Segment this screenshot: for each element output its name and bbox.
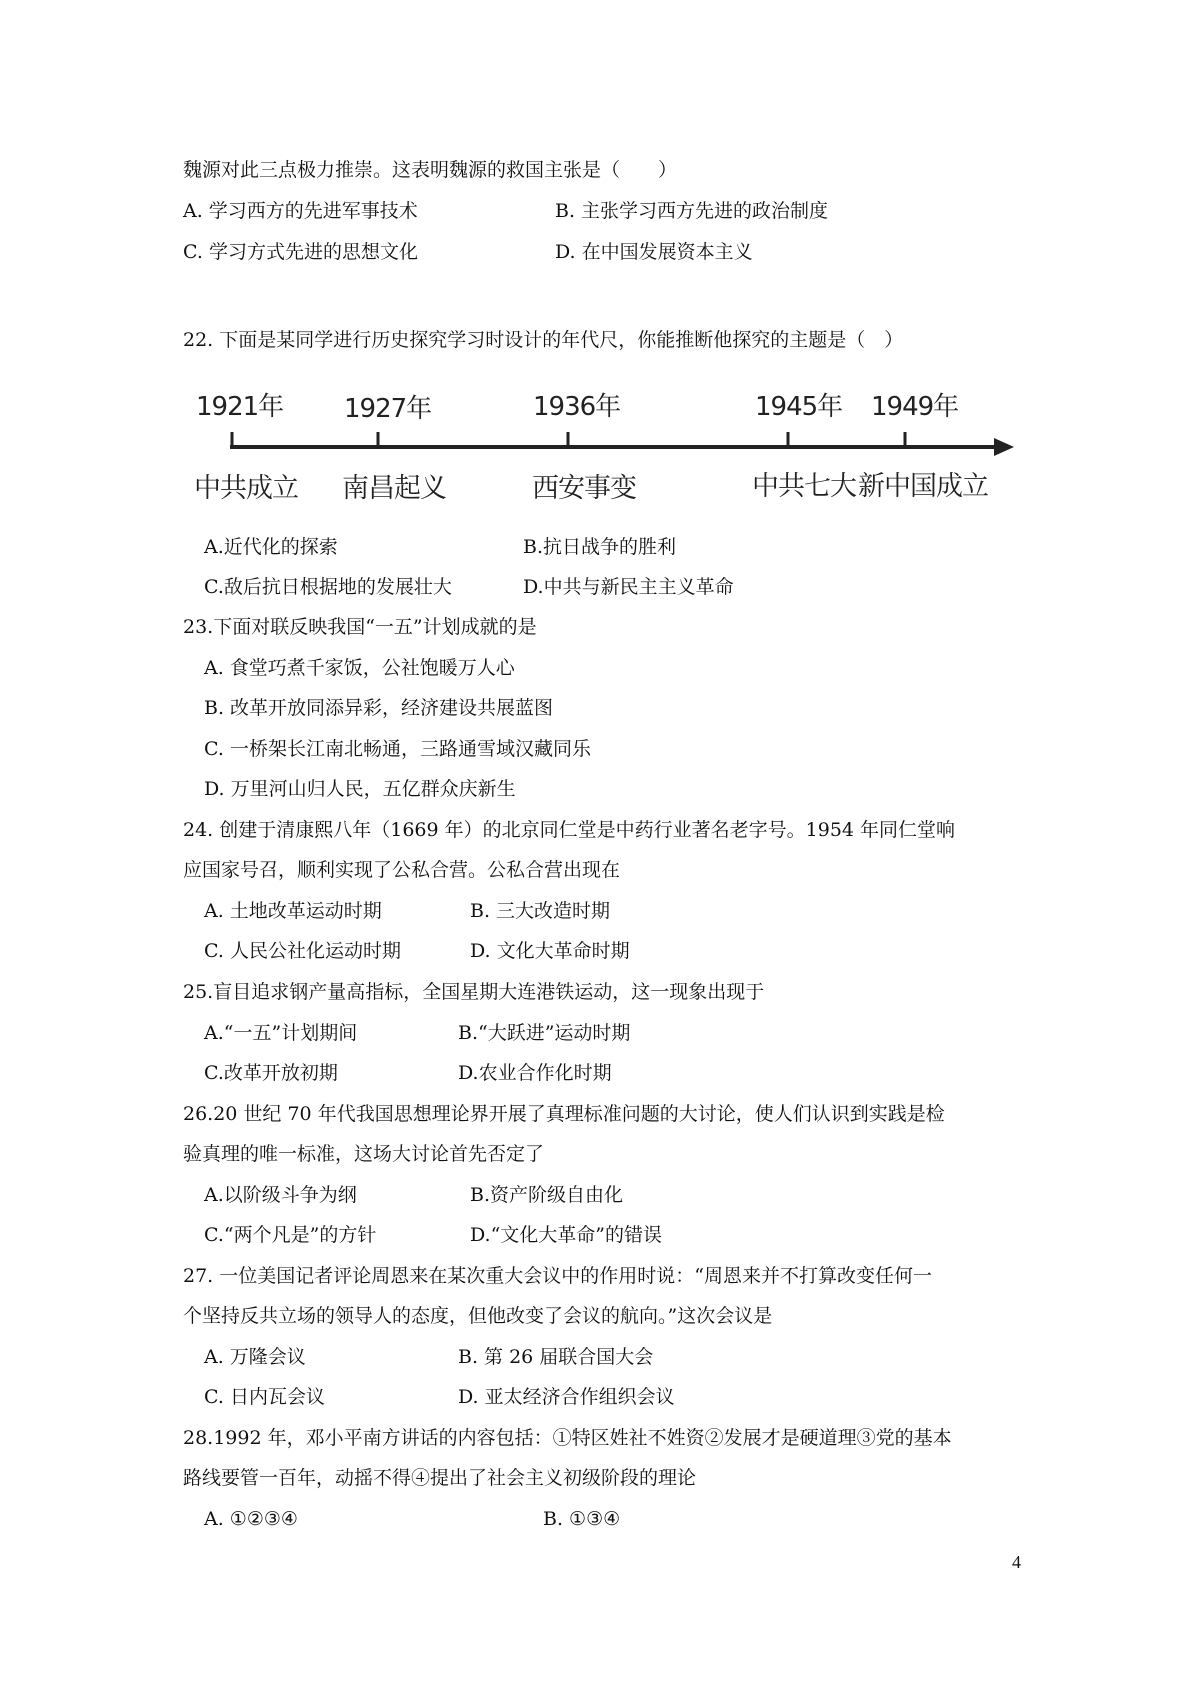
q28-option-a: A. ①②③④ [204,1508,298,1530]
q21-option-d: D. 在中国发展资本主义 [555,241,753,263]
q24-option-b: B. 三大改造时期 [470,900,611,922]
q25-option-c: C.改革开放初期 [204,1062,338,1084]
q22-stem: 22. 下面是某同学进行历史探究学习时设计的年代尺，你能推断他探究的主题是（ ） [183,329,904,351]
q23-option-d: D. 万里河山归人民，五亿群众庆新生 [204,778,516,800]
q24-option-c: C. 人民公社化运动时期 [204,940,401,962]
q25-option-d: D.农业合作化时期 [458,1062,612,1084]
timeline-event-1921: 中共成立 [194,473,298,504]
q25-option-b: B.“大跃进”运动时期 [458,1022,631,1044]
timeline-figure [188,382,1018,512]
q27-option-c: C. 日内瓦会议 [204,1386,325,1408]
q28-stem-line2: 路线要管一百年，动摇不得④提出了社会主义初级阶段的理论 [183,1467,697,1489]
q26-option-c: C.“两个凡是”的方针 [204,1224,377,1246]
timeline-event-1927: 南昌起义 [342,473,446,504]
q24-option-d: D. 文化大革命时期 [470,940,630,962]
q24-option-a: A. 土地改革运动时期 [204,900,382,922]
q27-option-d: D. 亚太经济合作组织会议 [458,1386,675,1408]
q28-stem-line1: 28.1992 年，邓小平南方讲话的内容包括：①特区姓社不姓资②发展才是硬道理③党的基本 [183,1427,952,1449]
q22-option-b: B.抗日战争的胜利 [523,536,677,558]
timeline-year-1945: 1945年 [755,392,843,422]
q25-option-a: A.“一五”计划期间 [204,1022,358,1044]
page-number: 4 [1012,1552,1021,1572]
q21-option-b: B. 主张学习西方先进的政治制度 [555,200,829,222]
q23-option-c: C. 一桥架长江南北畅通，三路通雪域汉藏同乐 [204,738,591,760]
q27-stem-line2: 个坚持反共立场的领导人的态度，但他改变了会议的航向。”这次会议是 [183,1305,773,1327]
q27-stem-line1: 27. 一位美国记者评论周恩来在某次重大会议中的作用时说：“周恩来并不打算改变任何一 [183,1265,932,1287]
q22-option-c: C.敌后抗日根据地的发展壮大 [204,576,452,598]
timeline-event-1945: 中共七大 [752,471,856,502]
q21-option-c: C. 学习方式先进的思想文化 [183,241,418,263]
q24-stem-line2: 应国家号召，顺利实现了公私合营。公私合营出现在 [183,859,621,881]
timeline-year-1927: 1927年 [344,394,432,424]
q23-option-a: A. 食堂巧煮千家饭，公社饱暖万人心 [204,657,515,679]
q23-stem: 23.下面对联反映我国“一五”计划成就的是 [183,616,537,638]
q27-option-a: A. 万隆会议 [204,1346,306,1368]
q25-stem: 25.盲目追求钢产量高指标，全国星期大连港铁运动，这一现象出现于 [183,981,765,1003]
timeline-event-1936: 西安事变 [532,473,636,504]
q21-stem: 魏源对此三点极力推崇。这表明魏源的救国主张是（ ） [183,159,678,181]
q27-option-b: B. 第 26 届联合国大会 [458,1346,654,1368]
q28-option-b: B. ①③④ [543,1508,621,1530]
q23-option-b: B. 改革开放同添异彩，经济建设共展蓝图 [204,697,554,719]
q24-stem-line1: 24. 创建于清康熙八年（1669 年）的北京同仁堂是中药行业著名老字号。1954 年同仁堂响 [183,819,956,841]
timeline-year-1949: 1949年 [871,392,959,422]
q22-option-d: D.中共与新民主主义革命 [523,576,734,598]
timeline-year-1921: 1921年 [196,392,284,422]
q26-option-d: D.“文化大革命”的错误 [470,1224,663,1246]
timeline-year-1936: 1936年 [533,392,621,422]
q26-stem-line2: 验真理的唯一标准，这场大讨论首先否定了 [183,1143,545,1165]
q26-option-a: A.以阶级斗争为纲 [204,1184,357,1206]
q26-option-b: B.资产阶级自由化 [470,1184,624,1206]
q26-stem-line1: 26.20 世纪 70 年代我国思想理论界开展了真理标准问题的大讨论，使人们认识到实践是检 [183,1103,945,1125]
q22-option-a: A.近代化的探索 [204,536,338,558]
q21-option-a: A. 学习西方的先进军事技术 [183,200,418,222]
timeline-event-1949: 新中国成立 [858,471,988,502]
timeline-axis [230,438,1014,456]
